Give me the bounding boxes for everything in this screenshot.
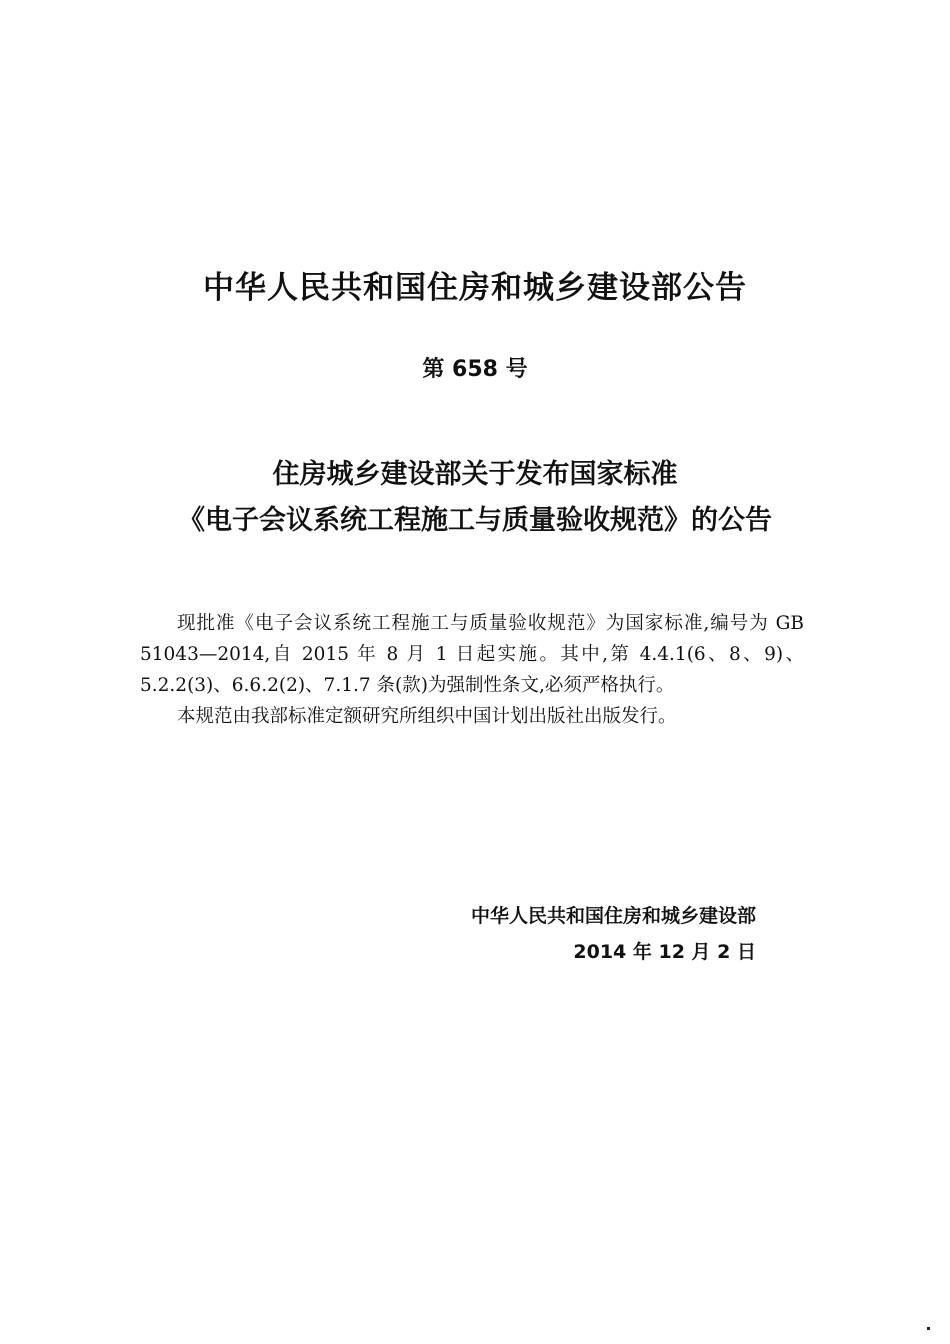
body-paragraph-2: 本规范由我部标准定额研究所组织中国计划出版社出版发行。	[177, 706, 677, 727]
announcement-number: 第 658 号	[422, 357, 528, 382]
subtitle-line-1: 住房城乡建设部关于发布国家标准	[272, 459, 678, 490]
announcement-body	[140, 608, 804, 732]
signature-date: 2014 年 12 月 2 日	[573, 941, 756, 963]
body-paragraph-1: 现批准《电子会议系统工程施工与质量验收规范》为国家标准,编号为 GB 51043—2014,自 2015 年 8 月 1 日起实施。其中,第 4.4.1(6、8、9)、5.2.2(3)、6.6.2(2)、7.1.7 条(款)为强制性条文,必须严格执行。	[140, 613, 804, 696]
scan-mark	[927, 1327, 930, 1330]
signature-block	[471, 898, 756, 970]
subtitle-line-2: 《电子会议系统工程施工与质量验收规范》的公告	[178, 505, 772, 536]
announcement-title: 中华人民共和国住房和城乡建设部公告	[203, 270, 747, 306]
announcement-subtitle	[0, 452, 950, 544]
signature-organization: 中华人民共和国住房和城乡建设部	[470, 905, 756, 927]
